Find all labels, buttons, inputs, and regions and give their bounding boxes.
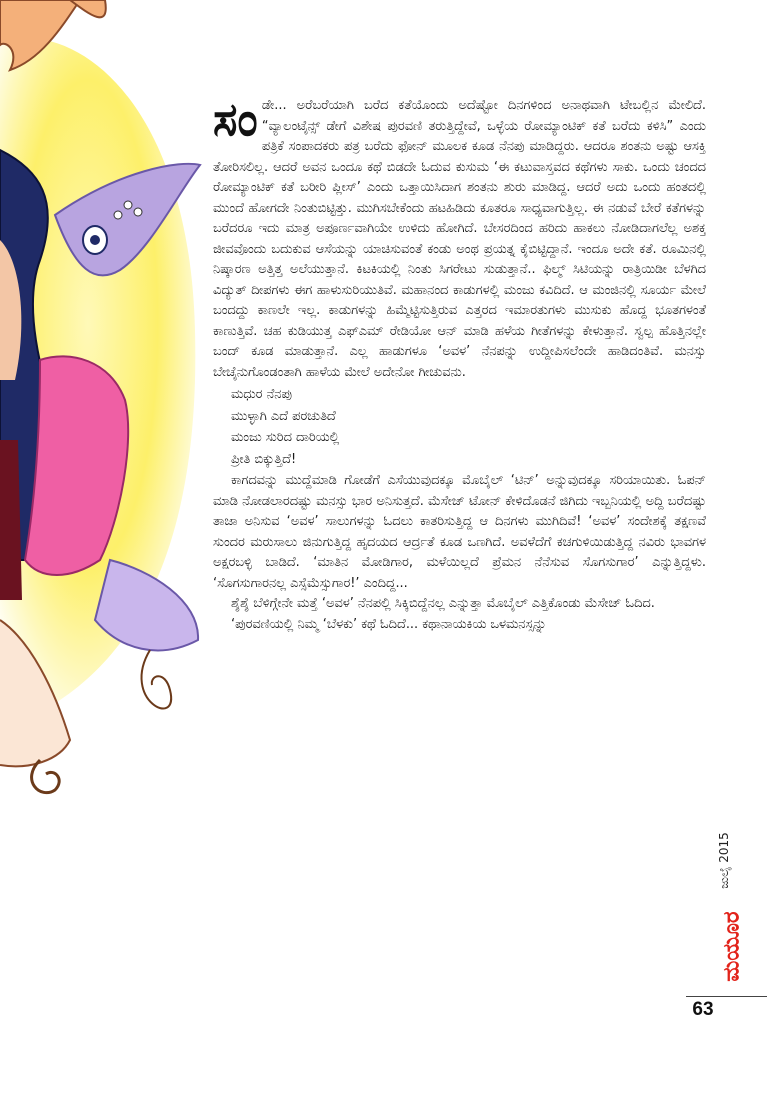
article-paragraph-1 [213, 92, 706, 383]
footer-rule [686, 996, 767, 997]
poem-line: ಮಂಜು ಸುರಿದ ದಾರಿಯಲ್ಲಿ [231, 430, 340, 445]
article-paragraph-4: ‘ಪುರವಣಿಯಲ್ಲಿ ನಿಮ್ಮ ‘ಬೆಳಕು’ ಕಥೆ ಓದಿದೆ... ಕಥಾನಾಯಕಿಯ ಒಳಮನಸ್ಸನ್ನು [231, 616, 547, 632]
poem-block [231, 384, 706, 470]
paragraph-text: ಡೇ... ಅರೆಬರೆಯಾಗಿ ಬರೆದ ಕತೆಯೊಂದು ಅದೆಷ್ಟೋ ದಿನಗಳಿಂದ ಅನಾಥವಾಗಿ ಟೇಬಲ್ಲಿನ ಮೇಲಿದೆ. “ವ್ಯಾಲಂಟೈನ್ಸ್ ಡೇಗೆ ವಿಶೇಷ ಪುರವಣಿ ತರುತ್ತಿದ್ದೇವೆ, ಒಳ್ಳೆಯ ರೋಮ್ಯಾಂಟಿಕ್ ಕತೆ ಬರೆದು ಕಳಿಸಿ” ಎಂದು ಪತ್ರಿಕೆ ಸಂಪಾದಕರು ಪತ್ರ ಬರೆದು ಫೋನ್ ಮೂಲಕ ಕೂಡ ನೆನಪು ಮಾಡಿದ್ದರು. ಆದರೂ ಶಂತನು ಅಷ್ಟು ಆಸಕ್ತಿ ತೋರಿಸಲಿಲ್ಲ. ಆದರೆ ಅವನ ಒಂದೂ ಕಥೆ ಬಿಡದೇ ಓದುವ ಕುಸುಮ ‘ಈ ಕಟುವಾಸ್ತವದ ಕಥೆಗಳು ಸಾಕು. ಒಂದು ಚಂದದ ರೋಮ್ಯಾಂಟಿಕ್ ಕತೆ ಬರೀರಿ ಪ್ಲೀಸ್’ ಎಂದು ಒತ್ತಾಯಿಸಿದಾಗ ಶಂತನು ಶುರು ಮಾಡಿದ್ದ. ಆದರೆ ಅದು ಒಂದು ಹಂತದಲ್ಲಿ ಮುಂದೆ ಹೋಗದೇ ನಿಂತುಬಿಟ್ಟಿತ್ತು. ಮುಗಿಸಬೇಕೆಂದು ಹಟಹಿಡಿದು ಕೂತರೂ ಸಾಧ್ಯವಾಗುತ್ತಿಲ್ಲ. ಈ ನಡುವೆ ಬೇರೆ ಕತೆಗಳನ್ನು ಬರೆದರೂ ಇದು ಮಾತ್ರ ಅಪೂರ್ಣವಾಗಿಯೇ ಉಳಿದು ಹೋಗಿದೆ. ಬೇಸರದಿಂದ ಹರಿದು ಹಾಕಲು ನೋಡಿದಾಗಲೆಲ್ಲ ಅಶಕ್ತ ಜೀವವೊಂದು ಬದುಕುವ ಆಸೆಯನ್ನು ಯಾಚಿಸುವಂತೆ ಕಂಡು ಅಂಥ ಪ್ರಯತ್ನ ಕೈಬಿಟ್ಟಿದ್ದಾನೆ. ಇಂದೂ ಅದೇ ಕತೆ. ರೂಮಿನಲ್ಲಿ ನಿಷ್ಕಾರಣ ಅತ್ತಿತ್ತ ಅಲೆಯುತ್ತಾನೆ. ಕಿಟಕಿಯಲ್ಲಿ ನಿಂತು ಸಿಗರೇಟು ಸುಡುತ್ತಾನೆ.. ಫಿಲ್ಮ್ ಸಿಟಿಯನ್ನು ರಾತ್ರಿಯಿಡೀ ಬೆಳಗಿದ ವಿದ್ಯುತ್ ದೀಪಗಳು ಈಗ ಹಾಳುಸುರಿಯುತಿವೆ. ಮಹಾನಂದ ಕಾಡುಗಳಲ್ಲಿ ಮಂಜು ಕವಿದಿದೆ. ಆ ಮಂಜಿನಲ್ಲಿ ಸೂರ್ಯ ಮೇಲೆ ಬಂದದ್ದು ಕಾಣಲೇ ಇಲ್ಲ. ಕಾಡುಗಳನ್ನು ಹಿಮ್ಮೆಟ್ಟಿಸುತ್ತಿರುವ ಎತ್ತರದ ಇಮಾರತುಗಳು ಮುಸುಕು ಹೊದ್ದ ಭೂತಗಳಂತೆ ಕಾಣುತ್ತಿವೆ. ಚಹ ಕುಡಿಯುತ್ತ ಎಫ್‌ಎಮ್ ರೇಡಿಯೋ ಆನ್ ಮಾಡಿ ಹಳೆಯ ಗೀತೆಗಳನ್ನು ಕೇಳುತ್ತಾನೆ. ಸ್ವಲ್ಪ ಹೊತ್ತಿನಲ್ಲೇ ಬಂದ್ ಕೂಡ ಮಾಡುತ್ತಾನೆ. ಎಲ್ಲ ಹಾಡುಗಳೂ ‘ಅವಳ’ ನೆನಪನ್ನು ಉದ್ದೀಪಿಸಲೆಂದೇ ಹಾಡಿದಂತಿವೆ. ಮನಸ್ಸು ಬೇಚೈನುಗೊಂಡಂತಾಗಿ ಹಾಳೆಯ ಮೇಲೆ ಅದೇನೋ ಗೀಚುವನು. [213, 98, 706, 380]
article-paragraph-2: ಕಾಗದವನ್ನು ಮುದ್ದೆಮಾಡಿ ಗೋಡೆಗೆ ಎಸೆಯುವುದಕ್ಕೂ ಮೊಬೈಲ್ ‘ಟಿನ್’ ಅನ್ನುವುದಕ್ಕೂ ಸರಿಯಾಯಿತು. ಓಪನ್ ಮಾಡಿ ನೋಡಲಾರದಷ್ಟು ಮನಸ್ಸು ಭಾರ ಅನಿಸುತ್ತದೆ. ಮೆಸೇಜ್ ಟೋನ್ ಕೇಳಿದೊಡನೆ ಜಿಗಿದು ಇಬ್ಬನಿಯಲ್ಲಿ ಅದ್ದಿ ಬರೆದಷ್ಟು ತಾಜಾ ಅನಿಸುವ ‘ಅವಳ’ ಸಾಲುಗಳನ್ನು ಓದಲು ಕಾತರಿಸುತ್ತಿದ್ದ ಆ ದಿನಗಳು ಮುಗಿದಿವೆ! ‘ಅವಳ’ ಸಂದೇಶಕ್ಕೆ ತಕ್ಷಣವೆ ಸುಂದರ ಮರುಸಾಲು ಜಿನುಗುತ್ತಿದ್ದ ಹೃದಯದ ಆರ್ದ್ರತೆ ಕೂಡ ಒಣಗಿದೆ. ಅವಳೆದೆಗೆ ಕಚಗುಳಿಯಿಡುತ್ತಿದ್ದ ನವಿರು ಭಾವಗಳ ಅಕ್ಷರಬಳ್ಳಿ ಬಾಡಿದೆ. ‘ಮಾತಿನ ಮೋಡಿಗಾರ, ಮಳೆಯಿಲ್ಲದೆ ಪ್ರೆಮನ ನೆನೆಸುವ ಸೊಗಸುಗಾರ’ ಎನ್ನುತ್ತಿದ್ದಳು. ‘ಸೊಗಸುಗಾರನಲ್ಲ ಎಸ್ಸೆಮೆಸ್ಸುಗಾರ!’ ಎಂದಿದ್ದ... [213, 473, 706, 591]
magazine-logo-text: ಮಯೂರ [719, 910, 745, 982]
story-illustration [0, 0, 205, 820]
article-body [213, 92, 706, 635]
poem-line: ಮುಳ್ಳಾಗಿ ಎದೆ ಪರಚುತಿದೆ [231, 408, 336, 424]
magazine-logo [719, 904, 745, 988]
article-paragraph-3: ಶ್ಶೆಶ್ಶೆ ಬೆಳಿಗ್ಗೇನೇ ಮತ್ತೆ ‘ಅವಳ’ ನೆನಪಲ್ಲಿ ಸಿಕ್ಕಿಬಿದ್ದೆನಲ್ಲ ಎನ್ನುತ್ತಾ ಮೊಬೈಲ್ ಎತ್ತಿಕೊಂಡು ಮೆಸೇಜ್ ಓದಿದ. [231, 596, 655, 611]
drop-cap: ಸಂ [213, 92, 258, 146]
page-number: 63 [692, 999, 714, 1020]
issue-date [713, 824, 735, 896]
poem-line: ಮಧುರ ನೆನಪು [231, 387, 292, 402]
page-sidebar [711, 820, 751, 990]
issue-date-text: ಜುಲೈ 2015 [716, 831, 731, 889]
poem-line: ಪ್ರೀತಿ ಬಿಕ್ಕುತ್ತಿದೆ! [231, 451, 297, 467]
